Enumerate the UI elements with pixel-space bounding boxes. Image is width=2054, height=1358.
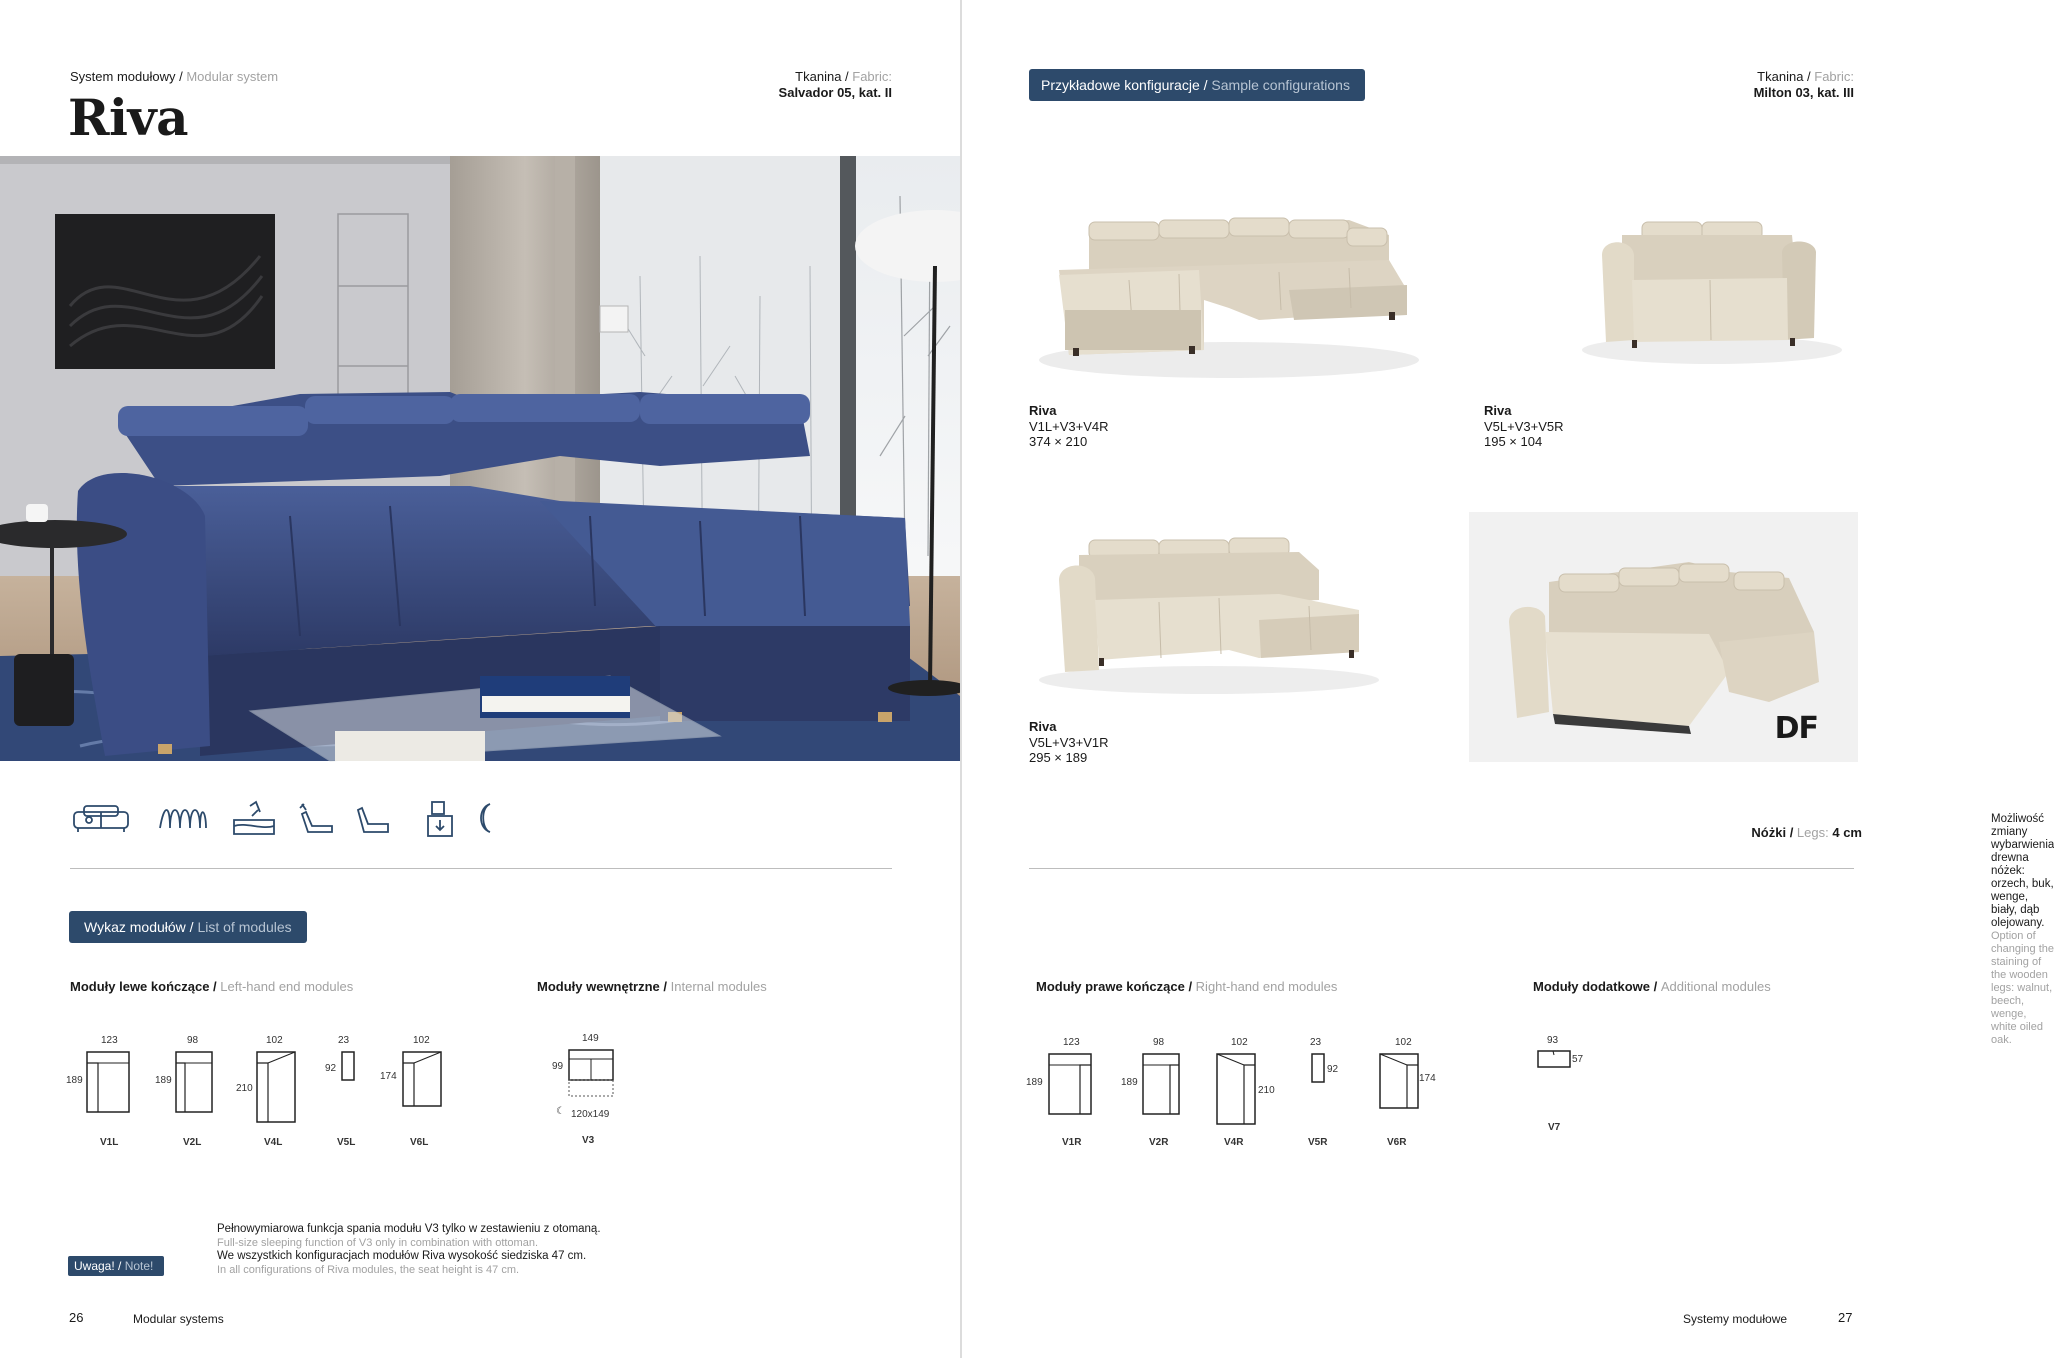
module-code: V1L xyxy=(100,1137,119,1148)
module-depth: 189 xyxy=(1026,1077,1043,1088)
legs-label-en: Legs: xyxy=(1796,825,1829,840)
note-2-en: In all configurations of Riva modules, the seat height is 47 cm. xyxy=(217,1263,520,1276)
internal-modules-title: Moduły wewnętrzne / Internal modules xyxy=(537,979,767,994)
module-depth: 92 xyxy=(1327,1064,1339,1075)
fabric-label: Tkanina xyxy=(1757,69,1804,84)
module-code: V6L xyxy=(410,1137,429,1148)
module-depth: 57 xyxy=(1572,1054,1584,1065)
right-end-title-pl: Moduły prawe kończące xyxy=(1036,979,1185,994)
module-width: 123 xyxy=(1063,1037,1080,1048)
configs-pill-en: Sample configurations xyxy=(1211,77,1350,93)
legs-note-en: Option of changing the staining of the wooden legs: walnut, beech, wenge, white oiled oak. xyxy=(1991,930,2054,1046)
internal-title-en: Internal modules xyxy=(670,979,767,994)
storage-box-icon xyxy=(230,800,278,845)
note-pill: Uwaga! / Note! xyxy=(68,1256,164,1276)
note-pill-pl: Uwaga! xyxy=(74,1259,115,1273)
config-size: 374 × 210 xyxy=(1029,434,1088,449)
additional-title-en: Additional modules xyxy=(1660,979,1771,994)
module-depth: 174 xyxy=(380,1071,397,1082)
module-code: V2R xyxy=(1149,1137,1169,1148)
sofa-bed-icon xyxy=(70,800,132,841)
config-code: V1L+V3+V4R xyxy=(1029,418,1109,434)
module-code: V4L xyxy=(264,1137,283,1148)
module-depth: 210 xyxy=(1258,1085,1275,1096)
config-name: Riva xyxy=(1029,719,1057,734)
modules-list-pill: Wykaz modułów / List of modules xyxy=(69,911,307,943)
category-en: Modular system xyxy=(186,69,279,84)
config-size: 295 × 189 xyxy=(1029,750,1088,765)
hero-room-image xyxy=(0,156,960,761)
config-caption-2 xyxy=(1484,403,1564,450)
config-size: 195 × 104 xyxy=(1484,434,1543,449)
note-2: We wszystkich konfiguracjach modułów Riva wysokość siedziska 47 cm. xyxy=(217,1250,587,1262)
module-width: 149 xyxy=(582,1033,599,1044)
divider xyxy=(1029,868,1854,869)
module-code: V1R xyxy=(1062,1137,1082,1148)
page-number-right: 27 xyxy=(1838,1310,1853,1325)
module-width: 98 xyxy=(1153,1037,1165,1048)
left-page xyxy=(0,0,960,1358)
config-image-chaise-sofa xyxy=(1029,510,1389,710)
legs-note-pl: Możliwość zmiany wybarwienia drewna nóżek: orzech, buk, wenge, biały, dąb olejowany. xyxy=(1991,813,2054,929)
config-code: V5L+V3+V1R xyxy=(1029,734,1109,750)
headrest-adjust-icon xyxy=(296,800,336,845)
module-code: V5R xyxy=(1308,1137,1328,1148)
configs-pill-pl: Przykładowe konfiguracje xyxy=(1041,77,1200,93)
module-width: 98 xyxy=(187,1035,199,1046)
notes-block xyxy=(217,1223,601,1277)
module-depth: 189 xyxy=(1121,1077,1138,1088)
right-end-modules-title: Moduły prawe kończące / Right-hand end modules xyxy=(1036,979,1338,994)
module-depth: 210 xyxy=(236,1083,253,1094)
legs-stain-note xyxy=(1991,813,2054,1047)
additional-title-pl: Moduły dodatkowe xyxy=(1533,979,1650,994)
module-depth: 92 xyxy=(325,1063,337,1074)
module-depth: 189 xyxy=(66,1075,83,1086)
note-1-en: Full-size sleeping function of V3 only in combination with ottoman. xyxy=(217,1236,539,1249)
footer-text-left: Modular systems xyxy=(133,1312,224,1326)
fabric-label-en: Fabric: xyxy=(1814,69,1854,84)
fabric-label: Tkanina xyxy=(795,69,842,84)
right-page xyxy=(962,0,2054,1358)
config-caption-3 xyxy=(1029,719,1109,766)
internal-title-pl: Moduły wewnętrzne xyxy=(537,979,660,994)
module-width: 102 xyxy=(1231,1037,1248,1048)
df-logo: DF xyxy=(1774,711,1818,746)
category-pl: System modułowy xyxy=(70,69,176,84)
modules-pill-pl: Wykaz modułów xyxy=(84,919,186,935)
category-label: System modułowy / Modular system xyxy=(70,69,279,84)
room-illustration xyxy=(0,156,960,761)
legs-value: 4 cm xyxy=(1832,825,1862,840)
config-code: V5L+V3+V5R xyxy=(1484,418,1564,434)
module-width: 102 xyxy=(266,1035,283,1046)
module-width: 123 xyxy=(101,1035,118,1046)
page-title: Riva xyxy=(68,88,188,147)
module-depth: 99 xyxy=(552,1061,564,1072)
page-number-left: 26 xyxy=(69,1310,84,1325)
module-code: V5L xyxy=(337,1137,356,1148)
fabric-info: Tkanina / Fabric: Salvador 05, kat. II xyxy=(778,69,892,100)
divider xyxy=(70,868,892,869)
additional-modules-title: Moduły dodatkowe / Additional modules xyxy=(1533,979,1771,994)
module-code: V4R xyxy=(1224,1137,1244,1148)
left-end-title-pl: Moduły lewe kończące xyxy=(70,979,210,994)
module-code: V3 xyxy=(582,1135,595,1146)
module-width: 102 xyxy=(413,1035,430,1046)
recline-icon xyxy=(354,800,392,843)
fabric-value: Salvador 05, kat. II xyxy=(778,85,892,100)
config-name: Riva xyxy=(1484,403,1512,418)
right-end-title-en: Right-hand end modules xyxy=(1195,979,1338,994)
config-image-u-shape xyxy=(1029,190,1429,390)
sleep-size: 120x149 xyxy=(571,1109,610,1120)
fabric-info-right: Tkanina / Fabric: Milton 03, kat. III xyxy=(1753,69,1854,100)
note-pill-en: Note! xyxy=(124,1259,154,1273)
footer-text-right: Systemy modułowe xyxy=(1683,1312,1788,1326)
fabric-value: Milton 03, kat. III xyxy=(1753,85,1854,100)
module-code: V7 xyxy=(1548,1122,1561,1133)
moon-small-icon: ☾ xyxy=(556,1106,565,1117)
spring-icon xyxy=(158,800,208,841)
fabric-label-en: Fabric: xyxy=(852,69,892,84)
sleep-moon-icon xyxy=(472,800,496,841)
module-depth: 189 xyxy=(155,1075,172,1086)
legs-label: Nóżki xyxy=(1751,825,1787,840)
note-1: Pełnowymiarowa funkcja spania modułu V3 tylko w zestawieniu z otomaną. xyxy=(217,1223,601,1235)
module-width: 23 xyxy=(338,1035,350,1046)
module-width: 93 xyxy=(1547,1035,1559,1046)
module-code: V6R xyxy=(1387,1137,1407,1148)
module-width: 23 xyxy=(1310,1037,1322,1048)
config-image-sleep-function xyxy=(1469,512,1858,762)
module-width: 102 xyxy=(1395,1037,1412,1048)
container-icon xyxy=(426,800,456,845)
config-image-small-sofa xyxy=(1562,190,1862,390)
left-end-modules-title: Moduły lewe kończące / Left-hand end modules xyxy=(70,979,354,994)
sample-configs-pill: Przykładowe konfiguracje / Sample configurations xyxy=(1029,69,1365,101)
module-depth: 174 xyxy=(1419,1073,1436,1084)
config-caption-1 xyxy=(1029,403,1109,450)
left-end-title-en: Left-hand end modules xyxy=(220,979,354,994)
config-name: Riva xyxy=(1029,403,1057,418)
legs-height: Nóżki / Legs: 4 cm xyxy=(1751,825,1862,840)
module-code: V2L xyxy=(183,1137,202,1148)
modules-pill-en: List of modules xyxy=(197,919,292,935)
